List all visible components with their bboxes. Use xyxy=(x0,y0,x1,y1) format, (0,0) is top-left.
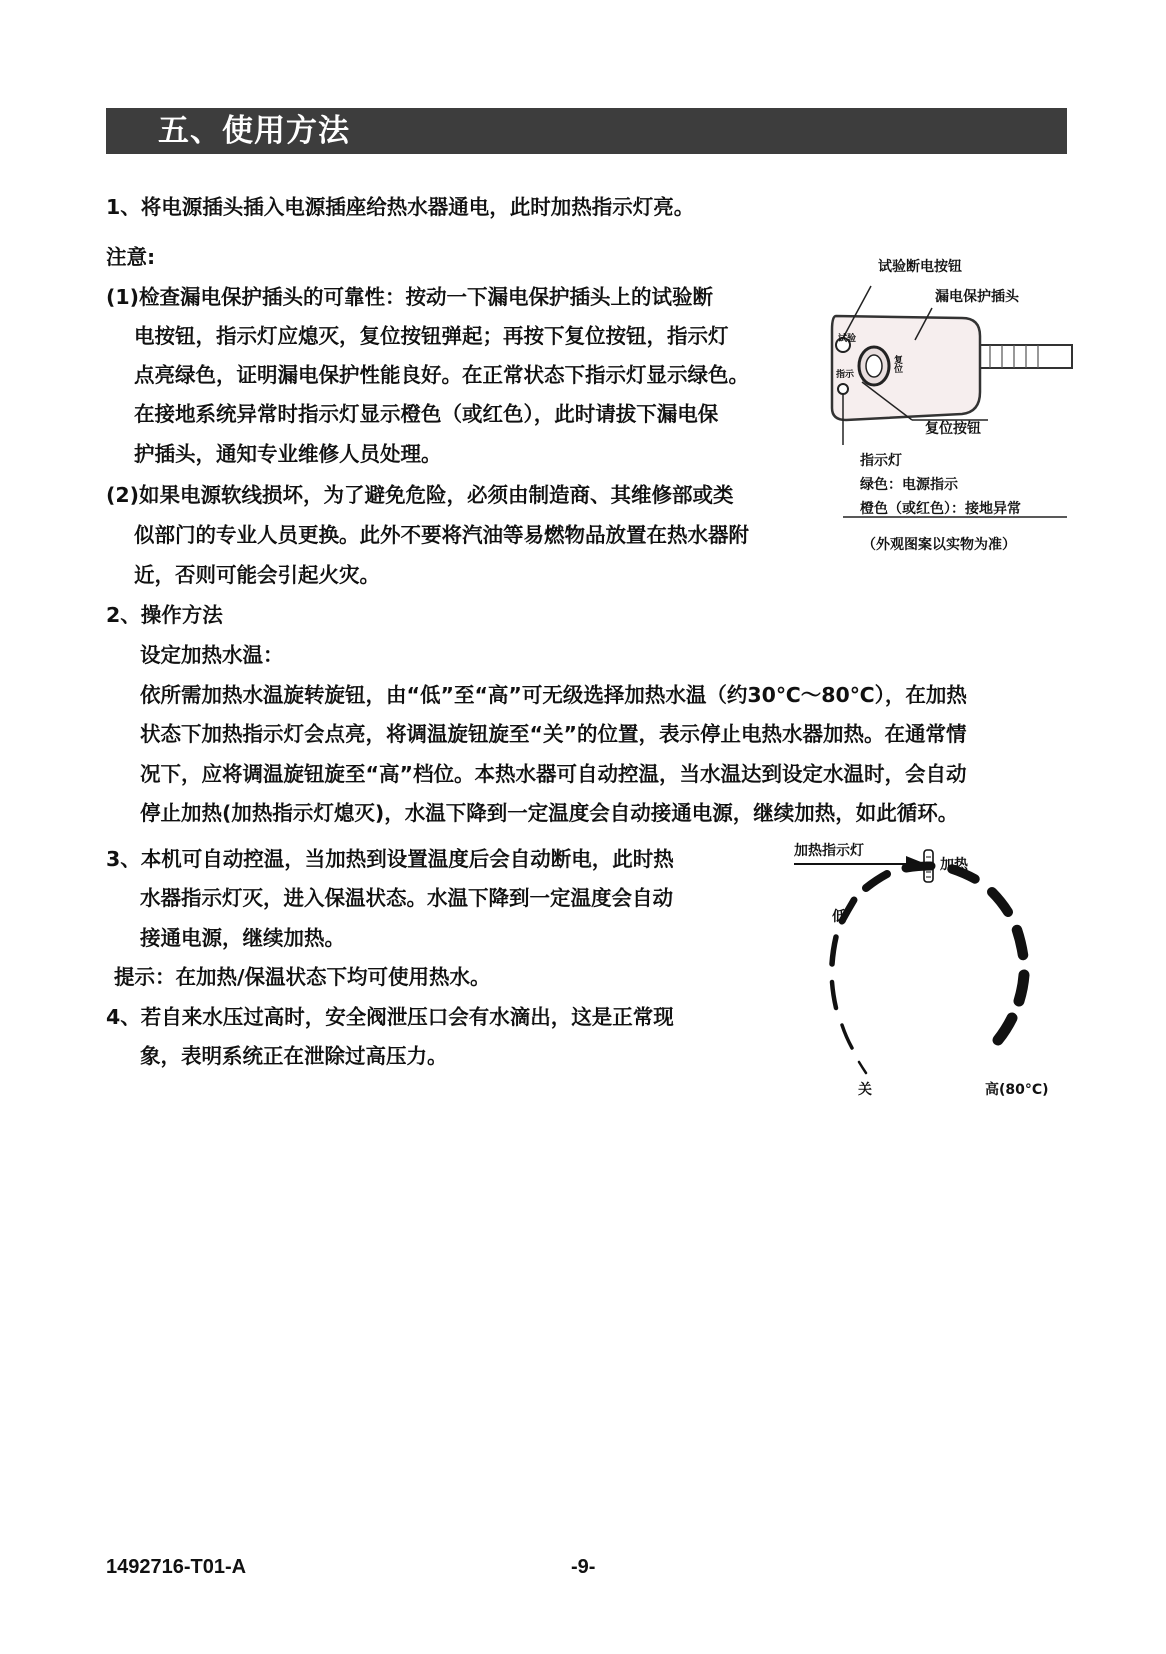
indicator-title: 指示灯 xyxy=(860,453,902,469)
plug-text-test: 试验 xyxy=(838,334,857,344)
text-line-note1-a: (1)检查漏电保护插头的可靠性：按动一下漏电保护插头上的试验断 xyxy=(106,285,714,309)
text-line-note2-a: (2)如果电源软线损坏，为了避免危险，必须由制造商、其维修部或类 xyxy=(106,483,734,507)
indicator-orange-label: 橙色（或红色）：接地异常 xyxy=(860,501,1021,517)
plug-text-reset: 复位 xyxy=(892,355,902,373)
text-line-note1-c: 点亮绿色，证明漏电保护性能良好。在正常状态下指示灯显示绿色。 xyxy=(134,363,749,387)
high-label: 高(80°C) xyxy=(985,1082,1049,1098)
text-line-step1: 1、将电源插头插入电源插座给热水器通电，此时加热指示灯亮。 xyxy=(106,195,695,219)
low-label: 低 xyxy=(832,909,846,925)
text-line-step3-a: 3、本机可自动控温，当加热到设置温度后会自动断电，此时热 xyxy=(106,847,674,871)
document-code: 1492716-T01-A xyxy=(106,1556,247,1578)
test-button-label: 试验断电按钮 xyxy=(878,259,962,275)
text-line-note2-b: 似部门的专业人员更换。此外不要将汽油等易燃物品放置在热水器附 xyxy=(134,523,749,547)
section-title: 五、使用方法 xyxy=(158,113,350,149)
heat-label: 加热 xyxy=(940,857,968,873)
text-line-temp-b: 状态下加热指示灯会点亮，将调温旋钮旋至“关”的位置，表示停止电热水器加热。在通常情 xyxy=(140,722,967,746)
text-line-step4-a: 4、若自来水压过高时，安全阀泄压口会有水滴出，这是正常现 xyxy=(106,1005,674,1029)
text-line-note1-b: 电按钮，指示灯应熄灭，复位按钮弹起；再按下复位按钮，指示灯 xyxy=(134,324,729,348)
dial-arc xyxy=(832,866,1024,1073)
reset-button-label: 复位按钮 xyxy=(925,421,981,437)
plug-text-indicator: 指示 xyxy=(836,370,855,380)
indicator-green-label: 绿色：电源指示 xyxy=(860,477,958,493)
text-line-step3-c: 接通电源，继续加热。 xyxy=(140,926,345,950)
text-line-step3-b: 水器指示灯灭，进入保温状态。水温下降到一定温度会自动 xyxy=(140,886,673,910)
off-label: 关 xyxy=(858,1082,872,1098)
text-line-tip: 提示：在加热/保温状态下均可使用热水。 xyxy=(114,965,491,989)
text-line-step4-b: 象，表明系统正在泄除过高压力。 xyxy=(140,1044,448,1068)
heat-indicator-label: 加热指示灯 xyxy=(794,843,864,859)
text-line-note2-c: 近，否则可能会引起火灾。 xyxy=(134,563,380,587)
text-line-temp-c: 况下，应将调温旋钮旋至“高”档位。本热水器可自动控温，当水温达到设定水温时，会自动 xyxy=(140,762,967,786)
text-line-temp-a: 依所需加热水温旋转旋钮，由“低”至“高”可无级选择加热水温（约30℃～80℃），在加热 xyxy=(140,683,967,707)
text-line-note1-e: 护插头，通知专业维修人员处理。 xyxy=(134,442,442,466)
text-line-note-heading: 注意: xyxy=(106,245,156,269)
text-line-temp-d: 停止加热(加热指示灯熄灭)，水温下降到一定温度会自动接通电源，继续加热，如此循环。 xyxy=(140,801,959,825)
figure-note: （外观图案以实物为准） xyxy=(862,537,1016,553)
text-line-note1-d: 在接地系统异常时指示灯显示橙色（或红色），此时请拔下漏电保 xyxy=(134,402,719,426)
text-line-step2: 2、操作方法 xyxy=(106,603,223,627)
text-line-set-temp: 设定加热水温： xyxy=(140,643,284,667)
page-number: -9- xyxy=(571,1556,596,1578)
plug-label: 漏电保护插头 xyxy=(935,289,1019,305)
